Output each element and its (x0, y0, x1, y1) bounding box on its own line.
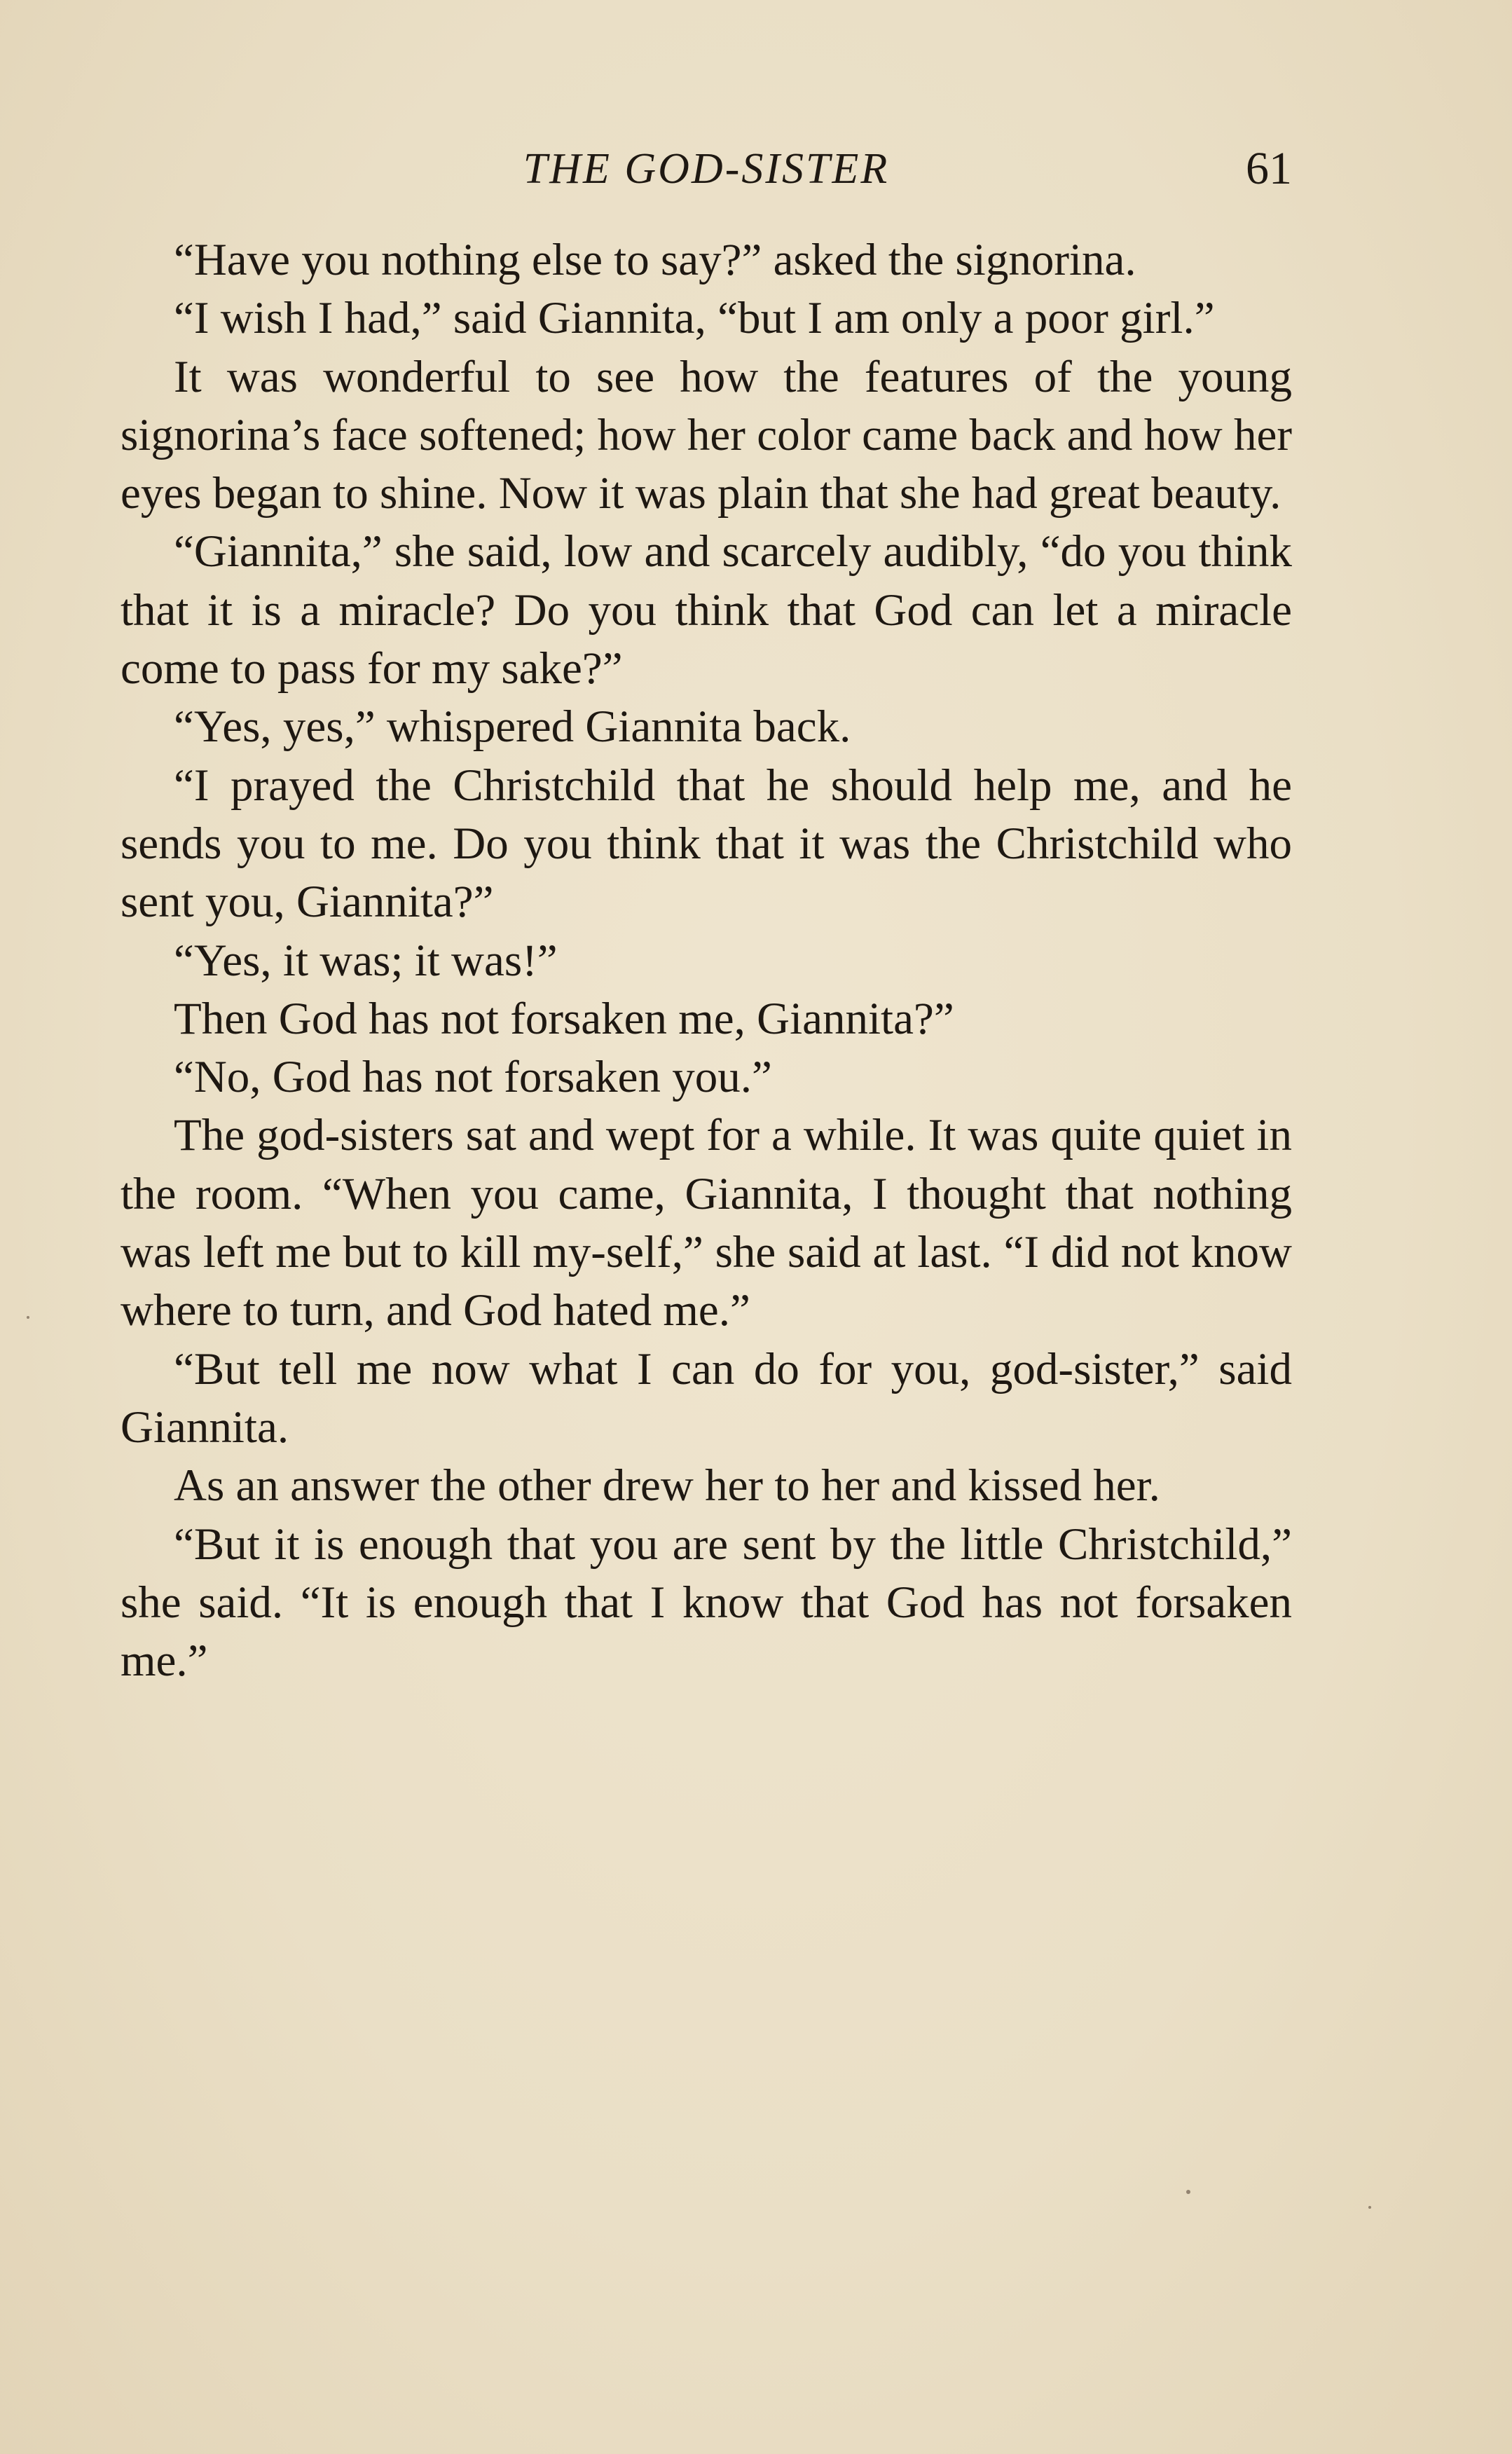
paragraph: “I wish I had,” said Giannita, “but I am only a poor girl.” (174, 293, 1215, 344)
paragraph: “No, God has not forsaken you.” (174, 1052, 772, 1103)
paragraph: “I prayed the Christchild that he should help me, and he sends you to me. Do you think that it was the Christchild who sent you, Giannita?” (121, 760, 1292, 928)
paper-speck (27, 1316, 29, 1319)
paper-speck (1186, 2190, 1190, 2194)
paragraph: It was wonderful to see how the features of the young signorina’s face softened; how her color came back and how her eyes began to shine. Now it was plain that she had great beauty. (121, 351, 1292, 519)
paragraph: “Yes, yes,” whispered Giannita back. (174, 701, 851, 753)
paragraph: “Have you nothing else to say?” asked the signorina. (174, 235, 1136, 285)
paragraph: Then God has not forsaken me, Giannita?” (174, 993, 954, 1044)
paper-speck (1368, 2206, 1371, 2209)
paragraph: The god-sisters sat and wept for a while. It was quite quiet in the room. “When you came, Giannita, I thought that nothing was left me but to kill my-self,” she said at last. “I did not know where to turn, and God hated me.” (121, 1110, 1292, 1336)
body-text (121, 231, 1292, 1690)
paragraph: “Yes, it was; it was!” (174, 935, 558, 986)
paragraph: “Giannita,” she said, low and scarcely audibly, “do you think that it is a miracle? Do you think that God can let a miracle come to pass for my sake?” (121, 526, 1292, 694)
paragraph: “But it is enough that you are sent by the little Christchild,” she said. “It is enough that I know that God has not forsaken me.” (121, 1519, 1292, 1687)
chapter-title: THE GOD-SISTER (523, 145, 890, 193)
page-number: 61 (1246, 143, 1292, 194)
running-head (121, 137, 1292, 200)
paragraph: “But tell me now what I can do for you, god-sister,” said Giannita. (121, 1343, 1292, 1453)
paragraph: As an answer the other drew her to her and kissed her. (174, 1460, 1160, 1512)
